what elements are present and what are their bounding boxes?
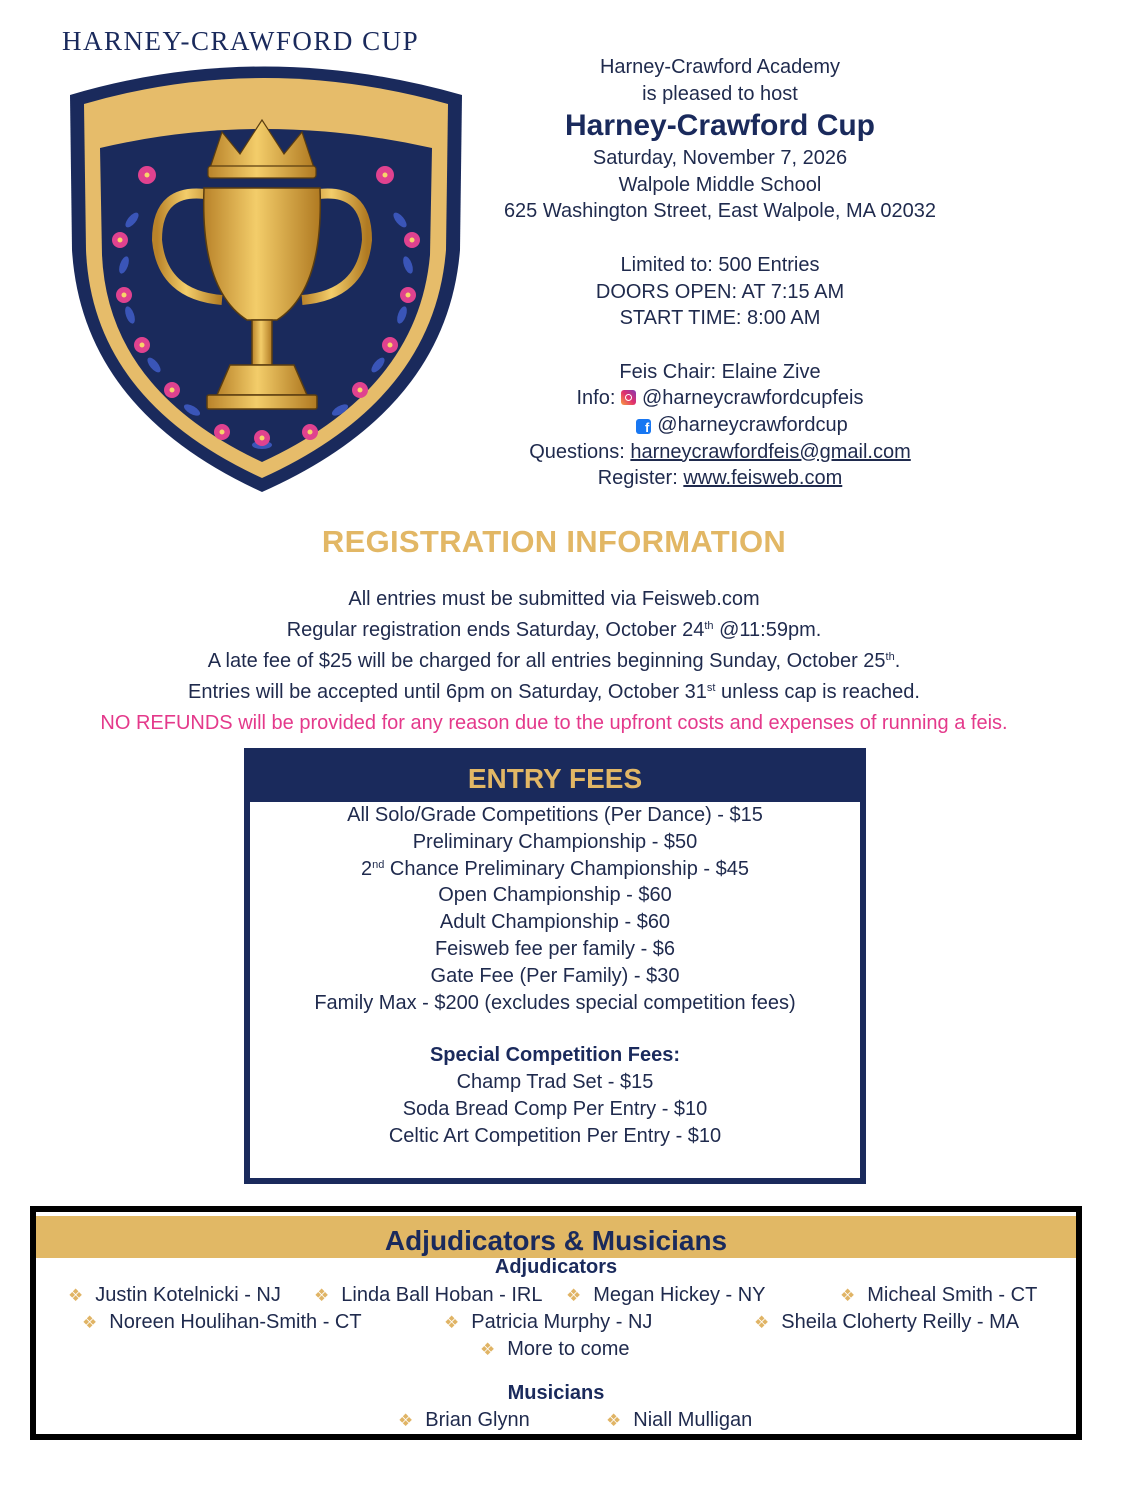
register-link[interactable]: www.feisweb.com	[683, 467, 843, 490]
host-line: is pleased to host	[642, 82, 798, 105]
diamond-bullet-icon: ❖	[840, 1286, 856, 1305]
adjudicator-item: ❖ Patricia Murphy - NJ	[444, 1311, 653, 1333]
event-date: Saturday, November 7, 2026	[592, 147, 848, 170]
event-header	[470, 54, 970, 492]
adjudicators-musicians-title: Adjudicators & Musicians	[36, 1216, 1076, 1258]
adjudicators-musicians-box	[30, 1206, 1082, 1440]
adjudicator-item: ❖ More to come	[480, 1338, 630, 1360]
entry-fees-list	[250, 802, 860, 1150]
fee-item: All Solo/Grade Competitions (Per Dance) - $15	[347, 804, 763, 826]
facebook-icon: f	[636, 419, 651, 434]
facebook-handle[interactable]: @harneycrawfordcup	[657, 413, 848, 436]
fee-item: Open Championship - $60	[438, 884, 672, 907]
adjudicator-item: ❖ Megan Hickey - NY	[566, 1284, 766, 1306]
musician-item: ❖ Brian Glynn	[398, 1409, 530, 1431]
questions-email-link[interactable]: harneycrawfordfeis@gmail.com	[630, 440, 911, 463]
info-instagram-row	[470, 385, 970, 412]
diamond-bullet-icon: ❖	[606, 1411, 622, 1430]
fee-item: 2nd Chance Preliminary Championship - $45	[361, 857, 749, 880]
diamond-bullet-icon: ❖	[314, 1286, 330, 1305]
special-fee-item: Soda Bread Comp Per Entry - $10	[402, 1097, 708, 1120]
registration-line-2: Regular registration ends Saturday, October 24th @11:59pm.	[286, 619, 822, 641]
registration-line-1: All entries must be submitted via Feisweb.com	[348, 588, 760, 610]
questions-label: Questions:	[529, 440, 625, 463]
registration-line-3: A late fee of $25 will be charged for all entries beginning Sunday, October 25th.	[207, 650, 901, 672]
musician-item: ❖ Niall Mulligan	[606, 1409, 753, 1431]
diamond-bullet-icon: ❖	[566, 1286, 582, 1305]
instagram-handle[interactable]: @harneycrawfordcupfeis	[641, 387, 864, 410]
start-time: START TIME: 8:00 AM	[619, 307, 821, 330]
event-name: Harney-Crawford Cup	[564, 109, 876, 143]
register-row	[470, 465, 970, 492]
fee-item: Family Max - $200 (excludes special competition fees)	[314, 991, 796, 1014]
registration-details	[0, 584, 1108, 739]
special-fee-item: Champ Trad Set - $15	[456, 1071, 654, 1094]
fee-item: Feisweb fee per family - $6	[434, 937, 676, 960]
registration-title: REGISTRATION INFORMATION	[321, 524, 787, 559]
info-label: Info:	[576, 387, 616, 410]
adjudicator-item: ❖ Noreen Houlihan-Smith - CT	[82, 1311, 362, 1333]
registration-line-4: Entries will be accepted until 6pm on Saturday, October 31st unless cap is reached.	[188, 681, 920, 703]
crest-banner-text: HARNEY-CRAWFORD CUP	[62, 26, 420, 56]
doors-open: DOORS OPEN: AT 7:15 AM	[595, 280, 845, 303]
adjudicators-subtitle: Adjudicators	[494, 1256, 618, 1278]
entry-limit: Limited to: 500 Entries	[620, 253, 820, 276]
entry-fees-title: ENTRY FEES	[250, 754, 860, 802]
diamond-bullet-icon: ❖	[480, 1340, 496, 1359]
adjudicator-item: ❖ Justin Kotelnicki - NJ	[68, 1284, 281, 1306]
adjudicator-item: ❖ Sheila Cloherty Reilly - MA	[754, 1311, 1020, 1333]
diamond-bullet-icon: ❖	[398, 1411, 414, 1430]
special-fee-item: Celtic Art Competition Per Entry - $10	[388, 1124, 722, 1147]
musicians-subtitle: Musicians	[507, 1382, 605, 1404]
diamond-bullet-icon: ❖	[754, 1313, 770, 1332]
event-venue: Walpole Middle School	[618, 173, 822, 196]
event-address: 625 Washington Street, East Walpole, MA 02032	[503, 200, 937, 223]
info-facebook-row	[470, 412, 970, 439]
questions-row	[470, 439, 970, 466]
fee-item: Adult Championship - $60	[439, 911, 671, 934]
adjudicator-item: ❖ Micheal Smith - CT	[840, 1284, 1038, 1306]
entry-fees-box	[244, 748, 866, 1184]
host-name: Harney-Crawford Academy	[599, 56, 841, 78]
adjudicator-item: ❖ Linda Ball Hoban - IRL	[314, 1284, 543, 1306]
no-refunds-notice: NO REFUNDS will be provided for any reason due to the upfront costs and expenses of running a feis.	[100, 712, 1008, 734]
diamond-bullet-icon: ❖	[444, 1313, 460, 1332]
diamond-bullet-icon: ❖	[68, 1286, 84, 1305]
register-label: Register:	[597, 467, 678, 490]
fee-item: Gate Fee (Per Family) - $30	[430, 964, 680, 987]
special-fees-title: Special Competition Fees:	[429, 1044, 681, 1067]
diamond-bullet-icon: ❖	[82, 1313, 98, 1332]
fee-item: Preliminary Championship - $50	[412, 830, 698, 853]
instagram-icon	[621, 390, 636, 405]
feis-chair: Feis Chair: Elaine Zive	[619, 360, 821, 383]
harney-crawford-cup-crest	[62, 26, 470, 498]
